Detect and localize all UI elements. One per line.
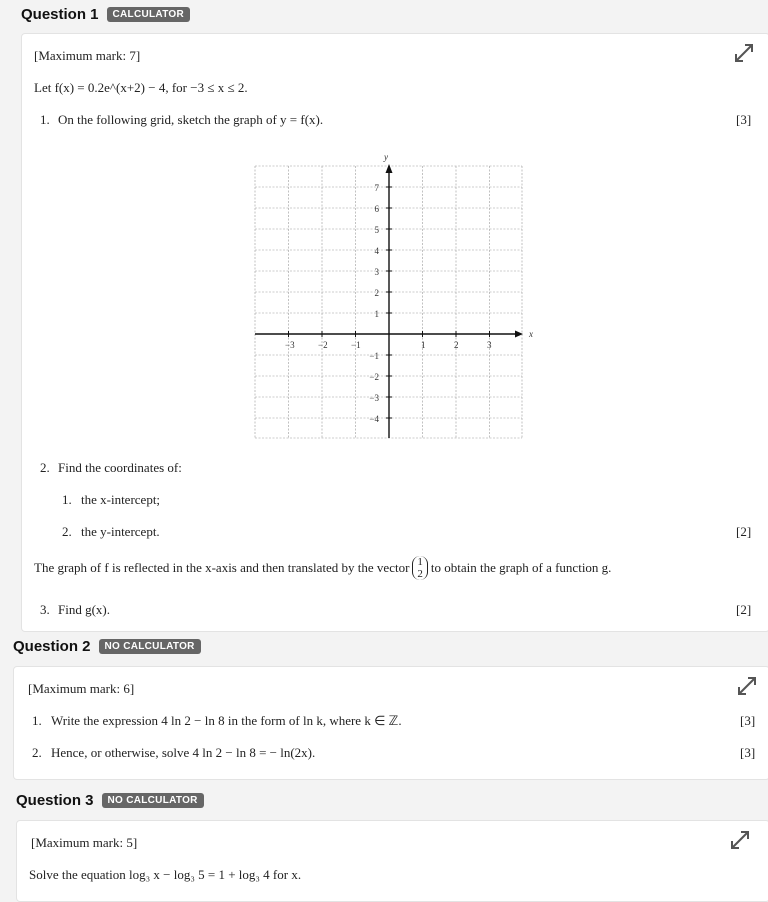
expand-icon[interactable] [729,829,751,851]
expand-icon[interactable] [736,675,758,697]
part-2-text: Hence, or otherwise, solve 4 ln 2 − ln 8 = − ln(2x). [51,745,316,760]
reflection-text-b: to obtain the graph of a function g. [430,560,612,575]
y-tick: 4 [374,246,379,256]
no-calculator-badge: NO CALCULATOR [99,639,201,654]
x-tick: 3 [487,340,492,350]
y-tick: 2 [374,288,379,298]
sketch-grid [247,148,567,443]
axes [255,172,517,438]
max-mark: [Maximum mark: 7] [34,48,141,63]
part-3-mark: [2] [736,602,752,617]
part-number: 2. [40,460,50,475]
part-number: 1. [32,713,42,728]
x-tick: −2 [318,340,328,350]
question-3-text: Solve the equation log₃ x − log₃ 5 = 1 + log₃ 4 for x. [29,867,302,882]
y-tick: 7 [374,183,379,193]
part-number: 3. [40,602,50,617]
question-title: Question 2 [13,638,91,655]
vector-bottom: 2 [417,568,423,580]
expand-icon[interactable] [733,42,755,64]
sub-part-text: the x-intercept; [81,492,161,507]
y-tick: −3 [369,393,379,403]
part-1-mark: [3] [740,713,756,728]
question-2-card [13,666,768,780]
translation-vector [412,556,428,580]
reflection-text [34,556,611,580]
y-tick: −1 [369,351,379,361]
question-1-header [21,6,190,23]
part-2-mark: [3] [740,745,756,760]
x-tick: −3 [285,340,295,350]
part-3-text: Find g(x). [58,602,110,617]
calculator-badge: CALCULATOR [107,7,191,22]
no-calculator-badge: NO CALCULATOR [102,793,204,808]
part-1-text: On the following grid, sketch the graph of y = f(x). [58,112,324,127]
y-tick: −2 [369,372,379,382]
x-tick: −1 [351,340,361,350]
question-2-header [13,638,201,655]
y-tick: 1 [374,309,379,319]
y-tick: 5 [374,225,379,235]
y-axis-label: y [384,152,388,162]
y-tick: 3 [374,267,379,277]
max-mark: [Maximum mark: 6] [28,681,135,696]
part-number: 2. [32,745,42,760]
question-1-card [21,33,768,632]
intro-text: Let f(x) = 0.2e^(x+2) − 4, for −3 ≤ x ≤ 2. [34,80,248,95]
question-title: Question 1 [21,6,99,23]
x-tick: 2 [454,340,459,350]
question-3-card [16,820,768,902]
part-2-text: Find the coordinates of: [58,460,182,475]
question-title: Question 3 [16,792,94,809]
x-axis-label: x [529,329,533,339]
x-tick: 1 [421,340,426,350]
y-tick: −4 [369,414,379,424]
question-3-header [16,792,204,809]
reflection-text-a: The graph of f is reflected in the x-axis and then translated by the vector [34,560,410,575]
sub-part-text: the y-intercept. [81,524,160,539]
y-tick: 6 [374,204,379,214]
y-axis-arrow [386,164,393,173]
part-1-text: Write the expression 4 ln 2 − ln 8 in the form of ln k, where k ∈ ℤ. [51,713,402,728]
part-number: 1. [40,112,50,127]
max-mark: [Maximum mark: 5] [31,835,138,850]
sub-part-number: 2. [62,524,72,539]
sub-part-number: 1. [62,492,72,507]
part-1-mark: [3] [736,112,752,127]
y-tick-labels [369,183,379,424]
vector-top: 1 [417,556,423,568]
part-2-mark: [2] [736,524,752,539]
